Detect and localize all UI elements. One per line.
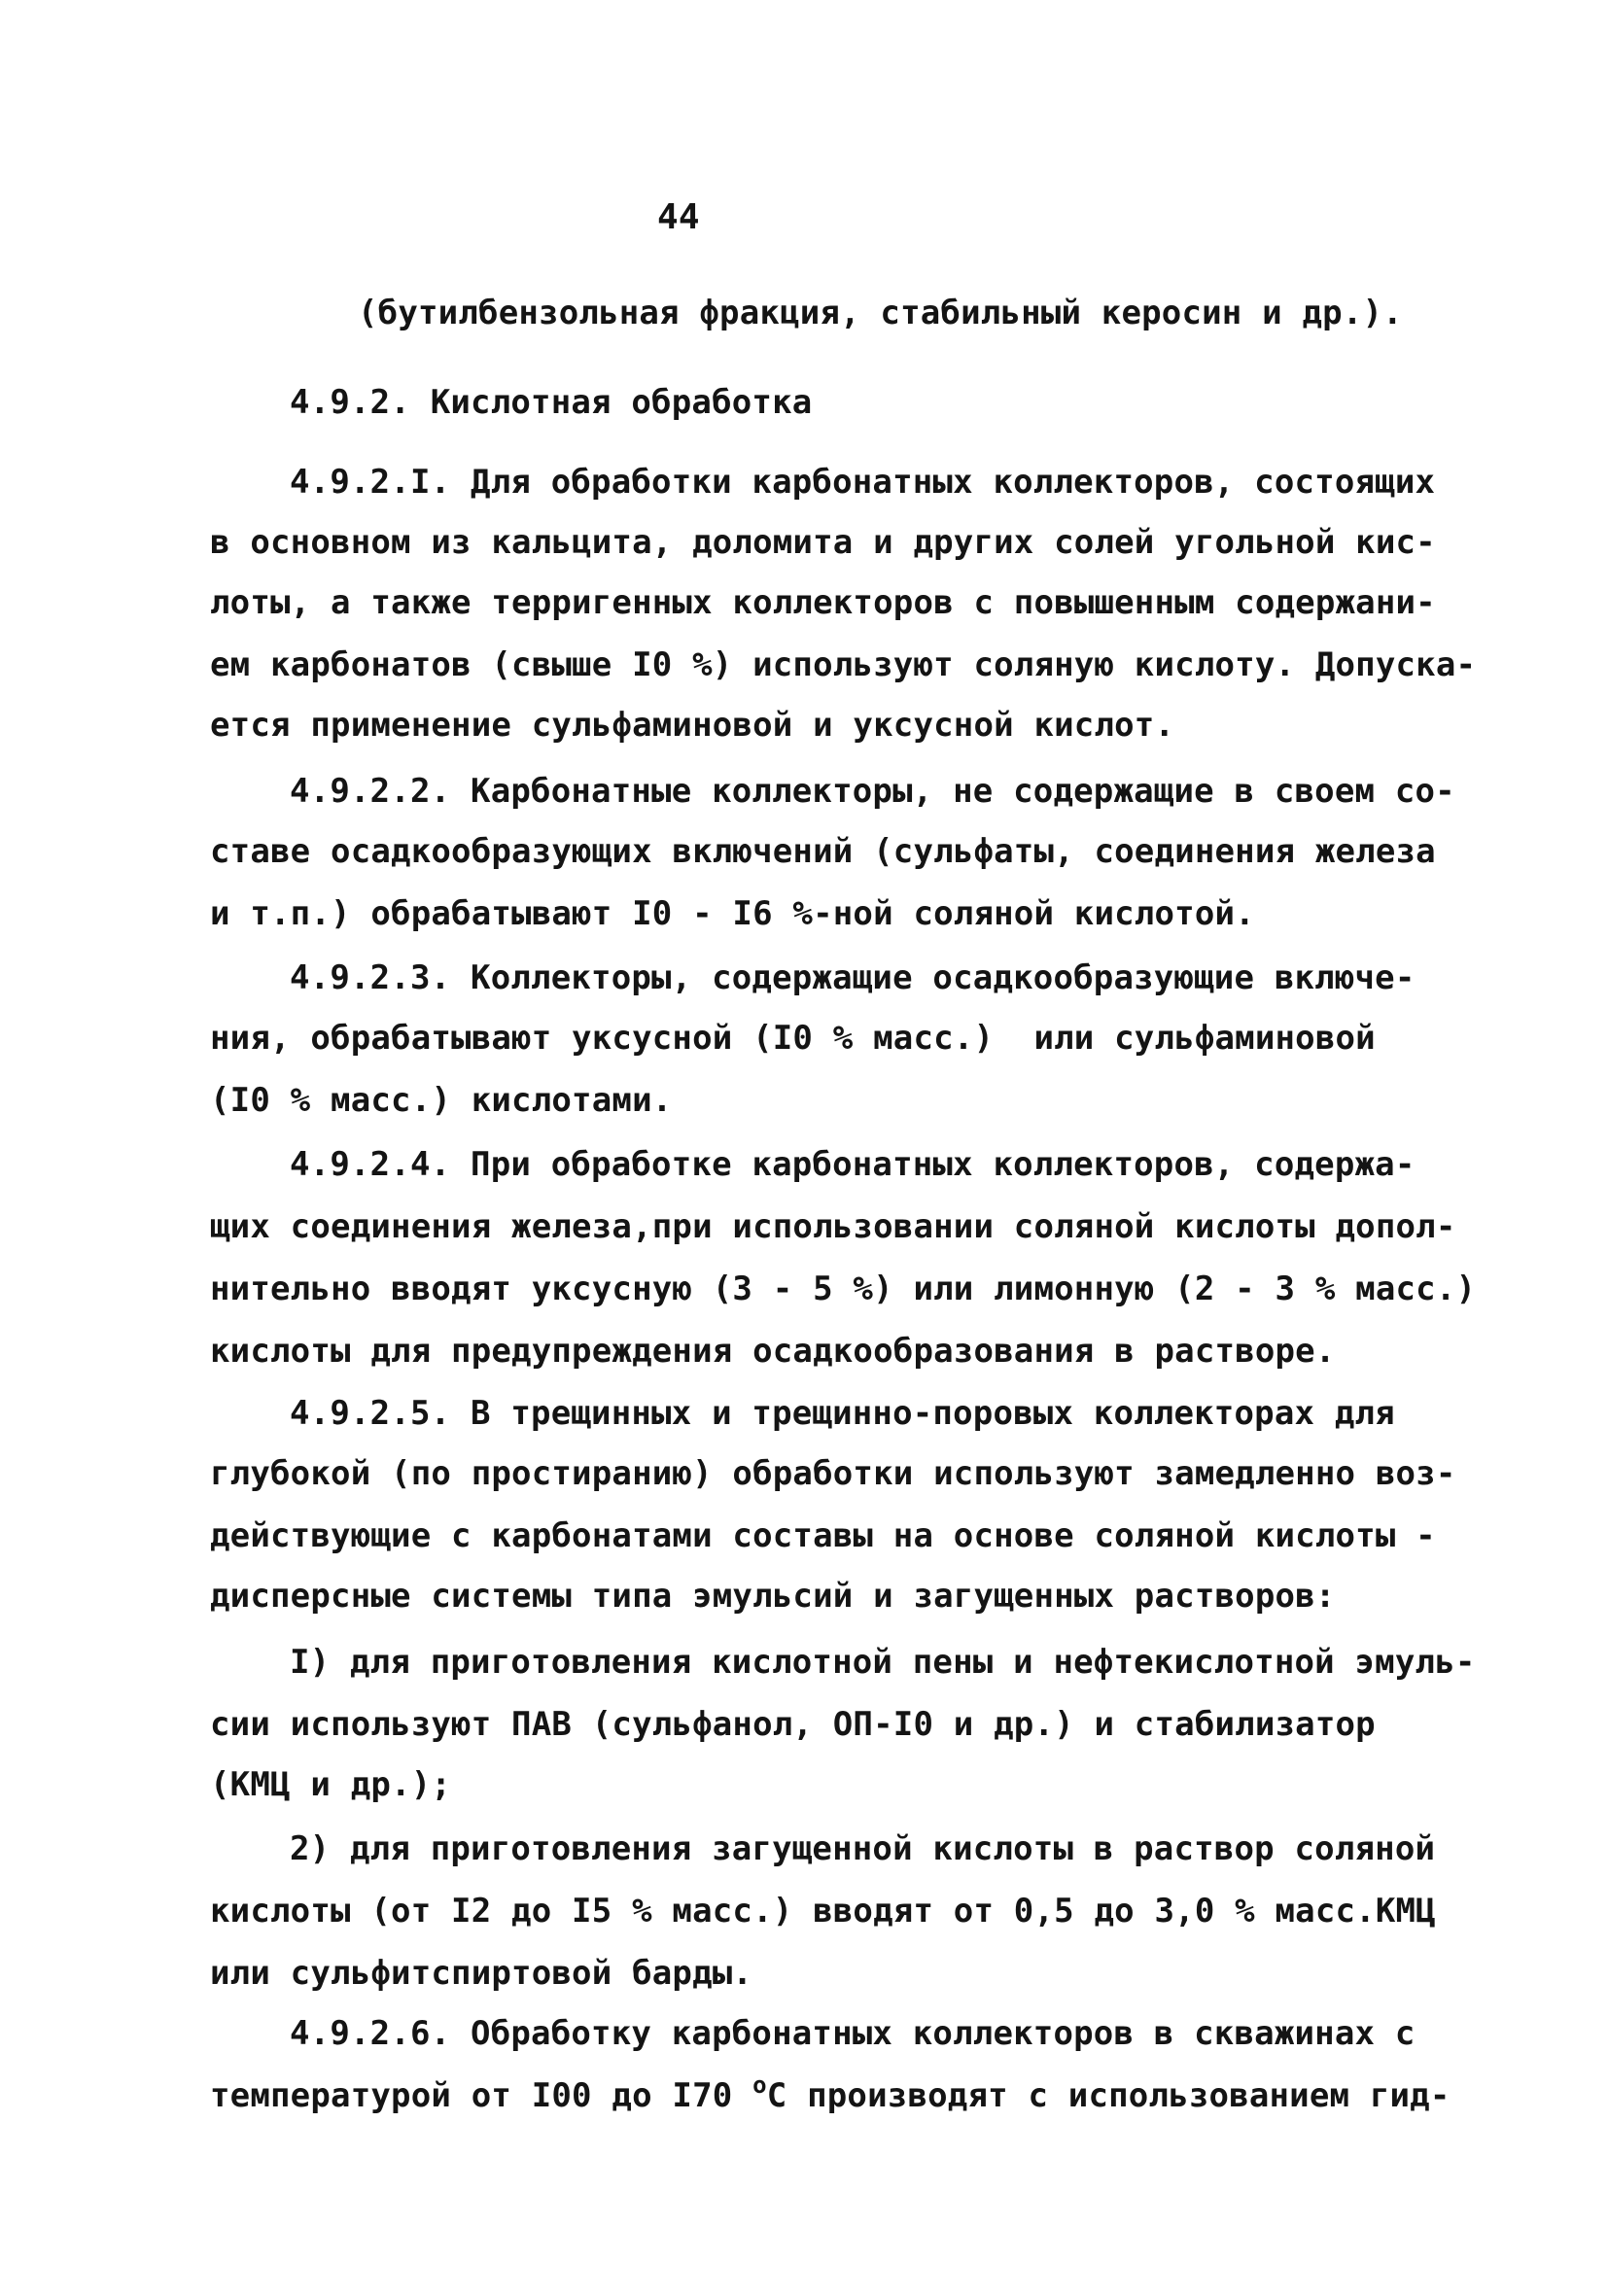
text-line: 4.9.2.5. В трещинных и трещинно-поровых коллекторах для <box>290 1394 1395 1433</box>
text-line: ния, обрабатывают уксусной (I0 % масс.) или сульфаминовой <box>210 1019 1376 1058</box>
list-item: I) для приготовления кислотной пены и нефтекислотной эмуль- <box>290 1643 1476 1682</box>
text-line: 4.9.2.2. Карбонатные коллекторы, не содержащие в своем со- <box>290 772 1455 811</box>
text-line: кислоты (от I2 до I5 % масс.) вводят от 0,5 до 3,0 % масс.КМЦ <box>210 1892 1436 1931</box>
text-line: кислоты для предупреждения осадкообразования в растворе. <box>210 1332 1336 1371</box>
text-line: ем карбонатов (свыше I0 %) используют соляную кислоту. Допуска- <box>210 645 1477 684</box>
text-line: в основном из кальцита, доломита и других солей угольной кис- <box>210 523 1436 562</box>
text-line: (КМЦ и др.); <box>210 1765 452 1804</box>
degree-superscript: о <box>752 2071 767 2099</box>
list-item: 2) для приготовления загущенной кислоты в раствор соляной <box>290 1829 1436 1868</box>
text-line <box>210 2071 1451 2117</box>
text-line: 4.9.2.3. Коллекторы, содержащие осадкообразующие включе- <box>290 958 1416 997</box>
text-line: дисперсные системы типа эмульсий и загущенных растворов: <box>210 1577 1336 1616</box>
text-line: 4.9.2.I. Для обработки карбонатных коллекторов, состоящих <box>290 463 1436 502</box>
text-line: и т.п.) обрабатывают I0 - I6 %-ной соляной кислотой. <box>210 894 1255 933</box>
text-line: лоты, а также терригенных коллекторов с повышенным содержани- <box>210 583 1436 622</box>
page-number: 44 <box>657 197 700 237</box>
section-heading: 4.9.2. Кислотная обработка <box>290 383 813 422</box>
text-line: ется применение сульфаминовой и уксусной кислот. <box>210 706 1175 745</box>
text-line: глубокой (по простиранию) обработки используют замедленно воз- <box>210 1454 1456 1493</box>
text-line: (бутилбензольная фракция, стабильный керосин и др.). <box>358 294 1403 332</box>
text-line: (I0 % масс.) кислотами. <box>210 1081 673 1120</box>
text-line: нительно вводят уксусную (3 - 5 %) или лимонную (2 - 3 % масс.) <box>210 1270 1477 1308</box>
text-segment: температурой от I00 до I70 <box>210 2076 753 2115</box>
text-segment: С производят с использованием гид- <box>766 2076 1451 2115</box>
text-line: сии используют ПАВ (сульфанол, ОП-I0 и др.) и стабилизатор <box>210 1705 1376 1744</box>
text-line: или сульфитспиртовой барды. <box>210 1954 753 1993</box>
text-line: щих соединения железа,при использовании соляной кислоты допол- <box>210 1207 1456 1246</box>
text-line: 4.9.2.6. Обработку карбонатных коллекторов в скважинах с <box>290 2014 1416 2053</box>
text-line: действующие с карбонатами составы на основе соляной кислоты - <box>210 1516 1436 1555</box>
text-line: ставе осадкообразующих включений (сульфаты, соединения железа <box>210 832 1436 871</box>
text-line: 4.9.2.4. При обработке карбонатных коллекторов, содержа- <box>290 1145 1416 1184</box>
